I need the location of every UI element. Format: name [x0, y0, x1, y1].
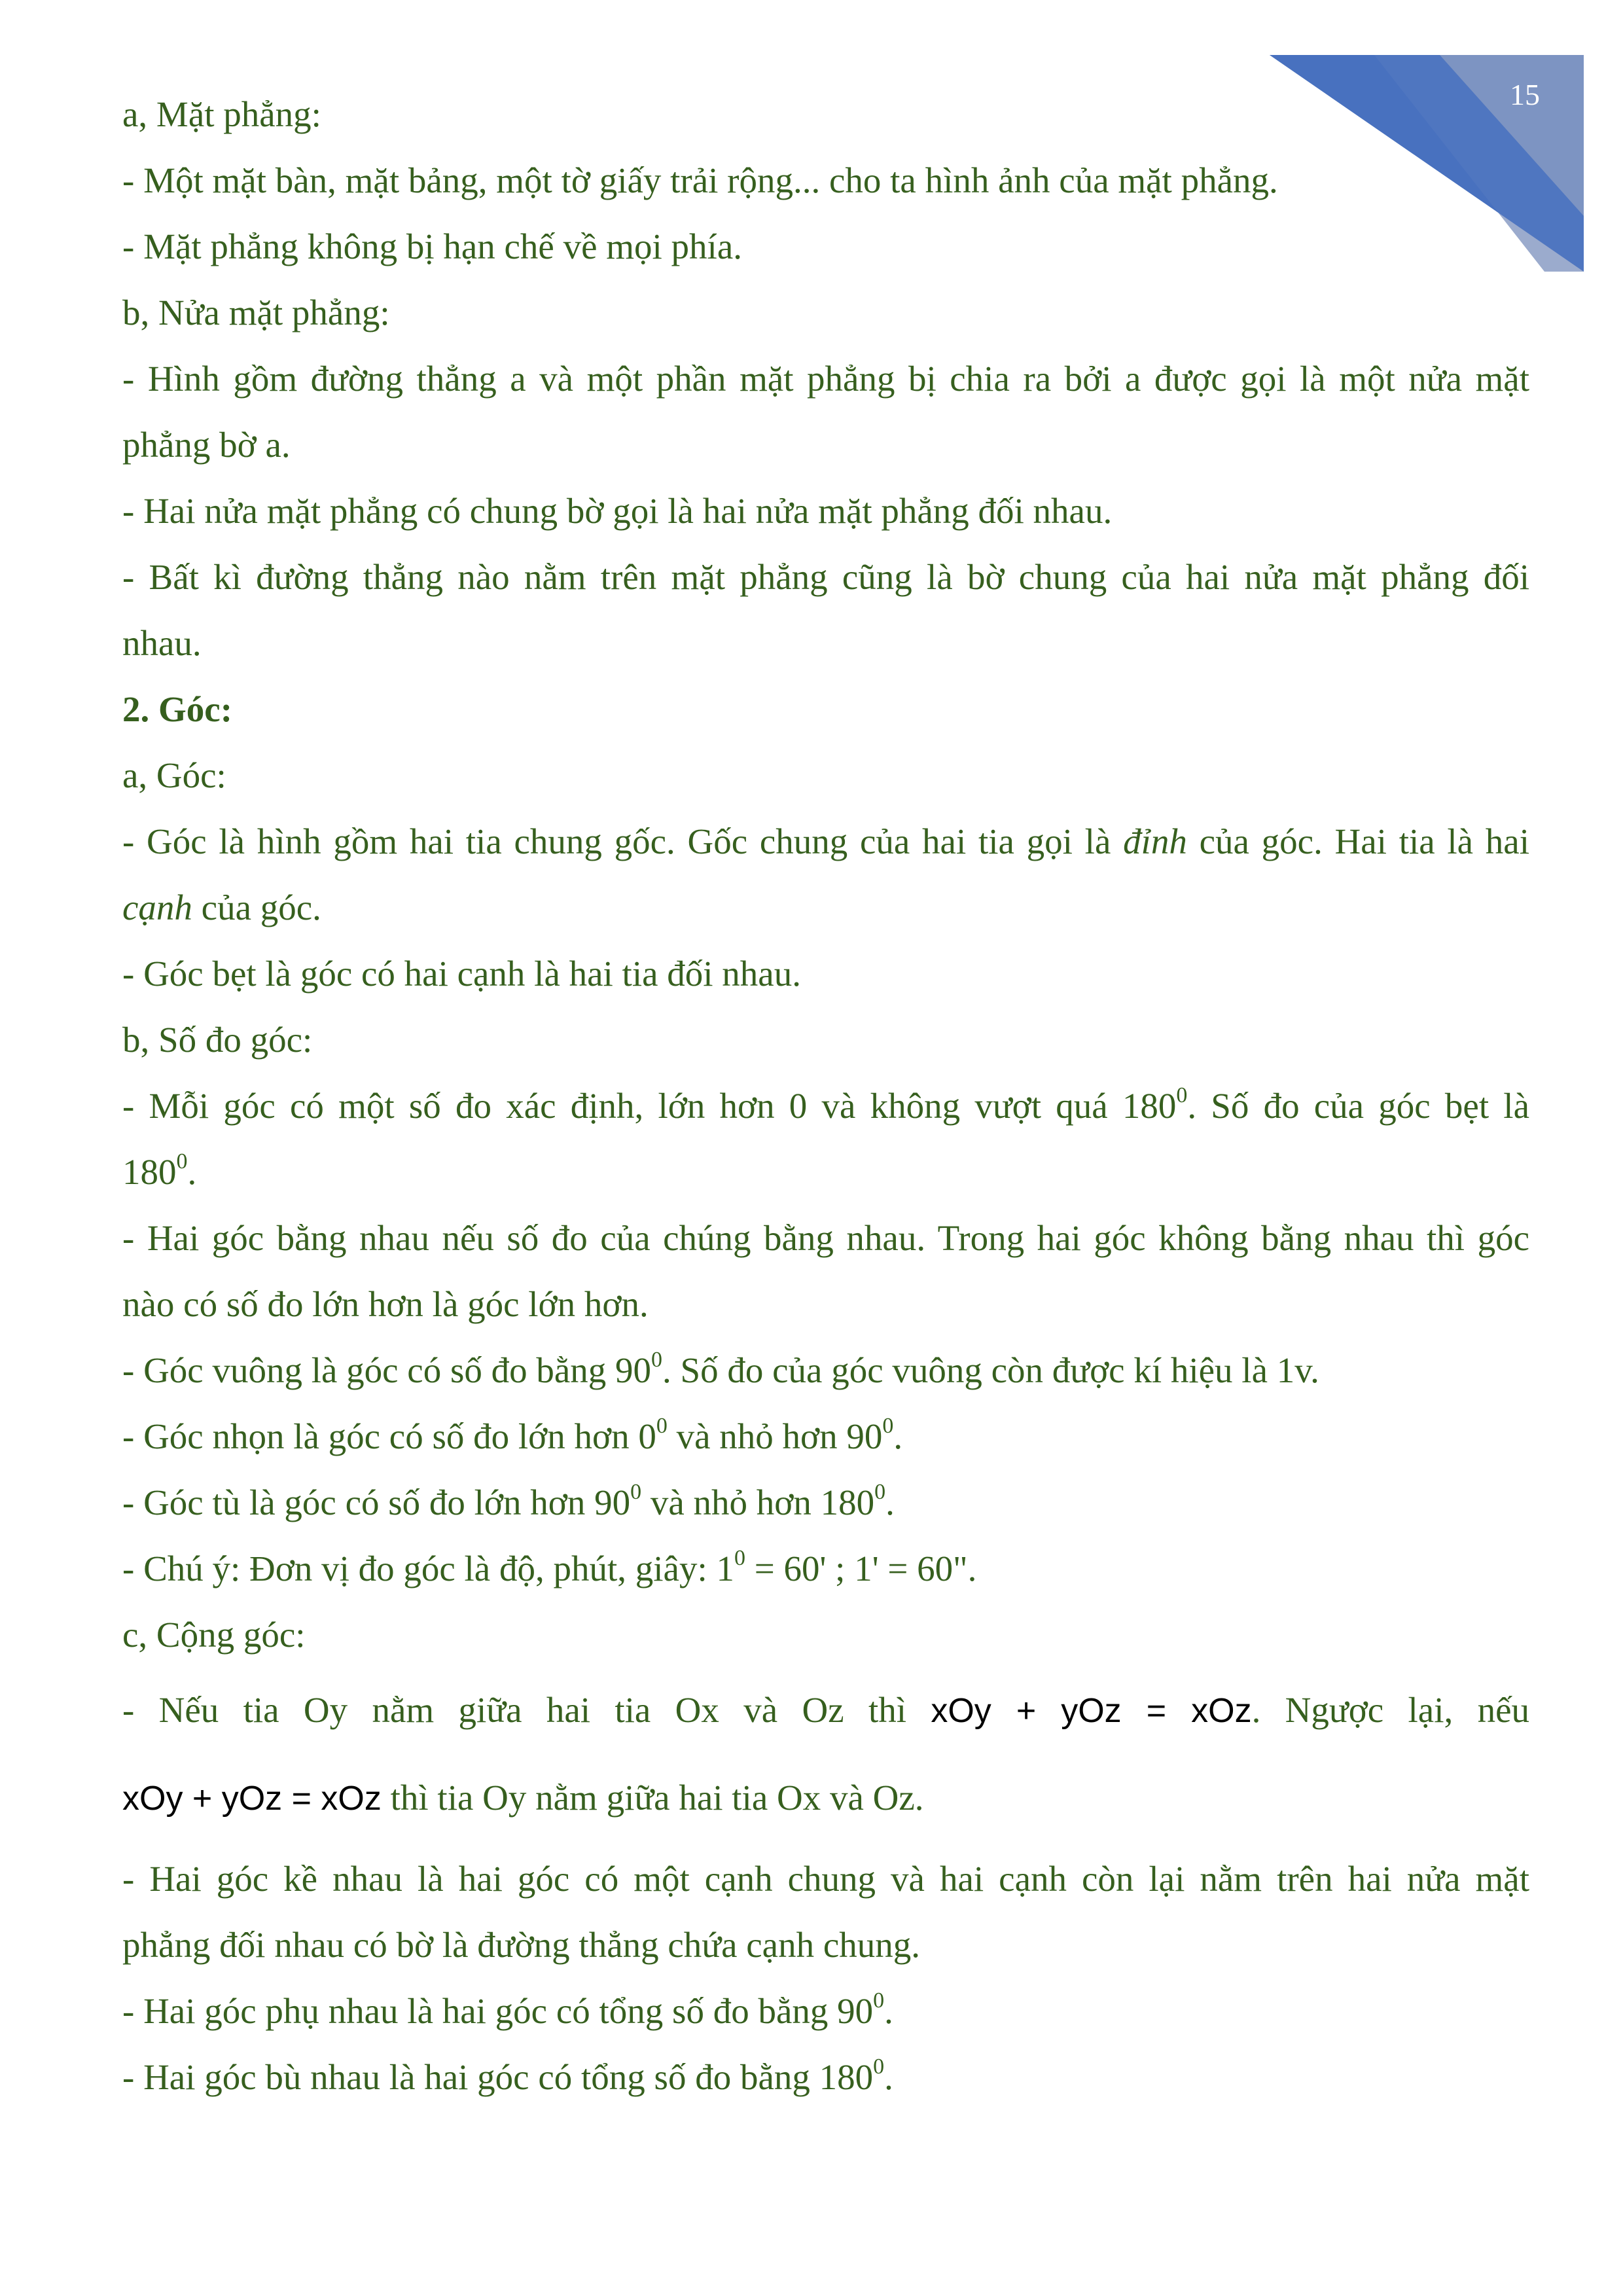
- heading-angle-addition: c, Cộng góc:: [122, 1615, 306, 1655]
- degree-superscript: 0: [176, 1149, 188, 1174]
- paragraph-half-plane-2: - Hai nửa mặt phẳng có chung bờ gọi là hai nửa mặt phẳng đối nhau.: [122, 491, 1113, 531]
- degree-superscript: 0: [656, 1414, 668, 1438]
- degree-superscript: 0: [874, 1480, 886, 1504]
- text-run: - Góc nhọn là góc có số đo lớn hơn 0: [122, 1416, 656, 1456]
- text-run: - Góc vuông là góc có số đo bằng 90: [122, 1350, 652, 1390]
- text-run: . Số đo của góc bẹt là: [1187, 1086, 1529, 1126]
- paragraph-half-plane-3: - Bất kì đường thẳng nào nằm trên mặt phẳng cũng là bờ chung của hai nửa mặt phẳng đối: [122, 557, 1529, 597]
- paragraph-adjacent-angles-cont: phẳng đối nhau có bờ là đường thẳng chứa cạnh chung.: [122, 1925, 920, 1965]
- text-run: - Mỗi góc có một số đo xác định, lớn hơn 0 và không vượt quá 180: [122, 1086, 1177, 1126]
- heading-angle: a, Góc:: [122, 755, 226, 795]
- text-run: 180: [122, 1152, 177, 1192]
- text-run: - Hai góc phụ nhau là hai góc có tổng số đo bằng 90: [122, 1991, 874, 2031]
- text-run: - Hai góc bù nhau là hai góc có tổng số đo bằng 180: [122, 2057, 874, 2097]
- paragraph-measure-2: - Hai góc bằng nhau nếu số đo của chúng bằng nhau. Trong hai góc không bằng nhau thì góc: [122, 1218, 1529, 1258]
- degree-superscript: 0: [873, 2054, 885, 2079]
- degree-superscript: 0: [1176, 1083, 1188, 1107]
- paragraph-plane-2: - Mặt phẳng không bị hạn chế về mọi phía.: [122, 226, 743, 266]
- paragraph-angle-2: - Góc bẹt là góc có hai cạnh là hai tia đối nhau.: [122, 954, 801, 994]
- page-number: 15: [1510, 78, 1540, 111]
- paragraph-adjacent-angles: - Hai góc kề nhau là hai góc có một cạnh chung và hai cạnh còn lại nằm trên hai nửa mặt: [122, 1859, 1529, 1899]
- text-run: .: [187, 1152, 197, 1192]
- paragraph-measure-2-cont: nào có số đo lớn hơn là góc lớn hơn.: [122, 1284, 649, 1324]
- text-run: - Góc là hình gồm hai tia chung gốc. Gốc chung của hai tia gọi là: [122, 821, 1111, 861]
- angle-sum-formula: xOy + yOz = xOz: [931, 1692, 1252, 1730]
- paragraph-measure-1-cont: [122, 1149, 1529, 1195]
- paragraph-plane-1: - Một mặt bàn, mặt bảng, một tờ giấy trải rộng... cho ta hình ảnh của mặt phẳng.: [122, 160, 1278, 200]
- text-run: và nhỏ hơn 180: [641, 1482, 875, 1522]
- heading-plane: a, Mặt phẳng:: [122, 94, 321, 134]
- angle-sum-formula: xOy + yOz = xOz: [122, 1780, 382, 1818]
- italic-term: đỉnh: [1123, 821, 1187, 861]
- paragraph-right-angle: [122, 1348, 1529, 1393]
- text-run: - Góc tù là góc có số đo lớn hơn 90: [122, 1482, 631, 1522]
- paragraph-angle-1: [122, 819, 1529, 865]
- degree-superscript: 0: [734, 1546, 745, 1570]
- paragraph-half-plane-1-cont: phẳng bờ a.: [122, 425, 291, 465]
- text-run: . Ngược lại, nếu: [1251, 1690, 1529, 1730]
- heading-half-plane: b, Nửa mặt phẳng:: [122, 293, 390, 332]
- degree-superscript: 0: [651, 1348, 663, 1372]
- degree-superscript: 0: [873, 1988, 885, 2013]
- text-run: của góc. Hai tia là hai: [1199, 821, 1530, 861]
- text-run: .: [885, 1482, 895, 1522]
- text-run: .: [884, 2057, 893, 2097]
- paragraph-unit-note: [122, 1546, 1529, 1592]
- text-run: của góc.: [192, 888, 321, 927]
- text-run: và nhỏ hơn 90: [667, 1416, 883, 1456]
- text-run: .: [893, 1416, 903, 1456]
- paragraph-half-plane-3-cont: nhau.: [122, 623, 202, 663]
- paragraph-measure-1: [122, 1083, 1529, 1129]
- text-run: - Chú ý: Đơn vị đo góc là độ, phút, giây: 1: [122, 1549, 734, 1588]
- text-run: thì tia Oy nằm giữa hai tia Ox và Oz.: [381, 1778, 924, 1818]
- paragraph-obtuse-angle: [122, 1480, 1529, 1526]
- degree-superscript: 0: [882, 1414, 894, 1438]
- section-heading-angle: 2. Góc:: [122, 689, 233, 729]
- paragraph-acute-angle: [122, 1414, 1529, 1460]
- paragraph-complementary-angles: [122, 1988, 1529, 2034]
- paragraph-supplementary-angles: [122, 2054, 1529, 2100]
- text-run: .: [884, 1991, 893, 2031]
- paragraph-addition-1-cont: [122, 1775, 1529, 1821]
- paragraph-half-plane-1: - Hình gồm đường thẳng a và một phần mặt phẳng bị chia ra bởi a được gọi là một nửa mặt: [122, 359, 1529, 399]
- italic-term: cạnh: [122, 888, 192, 927]
- text-run: . Số đo của góc vuông còn được kí hiệu là 1v.: [662, 1350, 1319, 1390]
- heading-angle-measure: b, Số đo góc:: [122, 1020, 313, 1060]
- paragraph-addition-1: [122, 1687, 1529, 1734]
- text-run: = 60' ; 1' = 60".: [745, 1549, 977, 1588]
- degree-superscript: 0: [630, 1480, 642, 1504]
- paragraph-angle-1-cont: [122, 885, 1529, 931]
- text-run: - Nếu tia Oy nằm giữa hai tia Ox và Oz thì: [122, 1690, 907, 1730]
